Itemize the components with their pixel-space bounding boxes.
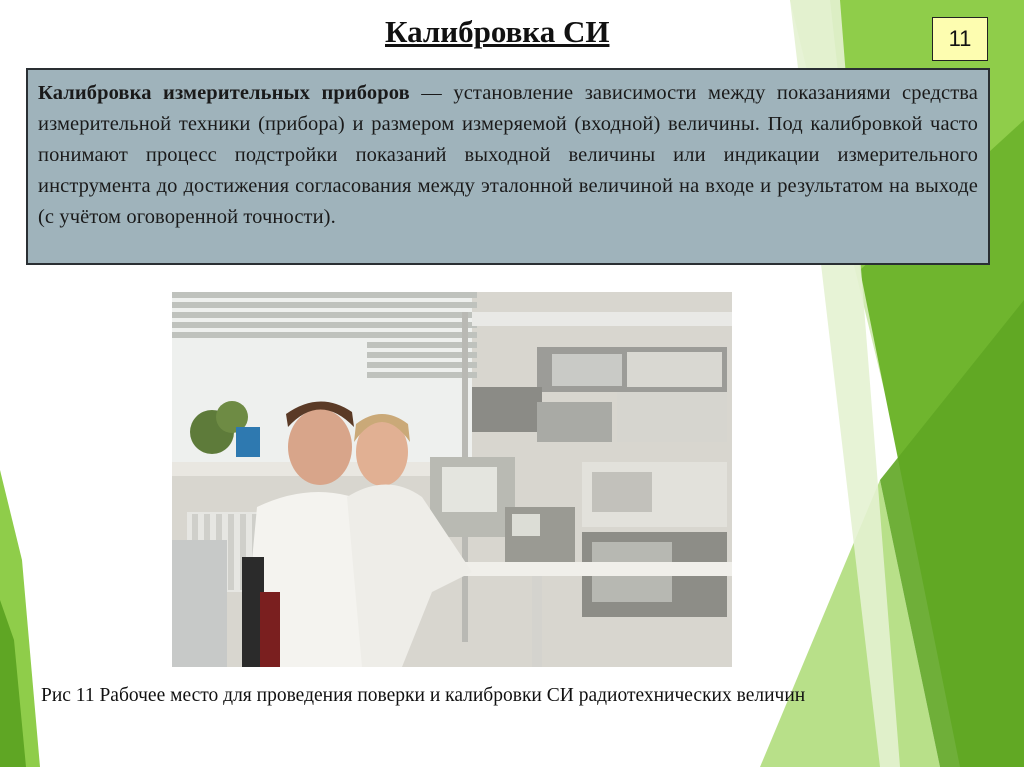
definition-body: — установление зависимости между показаниями средства измерительной техники (прибора) и размером измеряемой (входной) величины. Под калибровкой часто понимают процесс подстройки показаний выходной величины или индикации измерительного инструмента до достижения согласования между эталонной величиной на входе и результатом на выходе (с учётом оговоренной точности). [38, 82, 978, 228]
definition-box [26, 68, 990, 265]
slide-title: Калибровка СИ [385, 14, 610, 49]
lab-photo [172, 292, 732, 667]
lab-photo-illustration [172, 292, 732, 667]
definition-term: Калибровка измерительных приборов [38, 82, 410, 104]
figure-caption: Рис 11 Рабочее место для проведения поверки и калибровки СИ радиотехнических величин [41, 685, 806, 706]
page-number: 11 [932, 17, 988, 61]
definition-text [38, 78, 978, 233]
